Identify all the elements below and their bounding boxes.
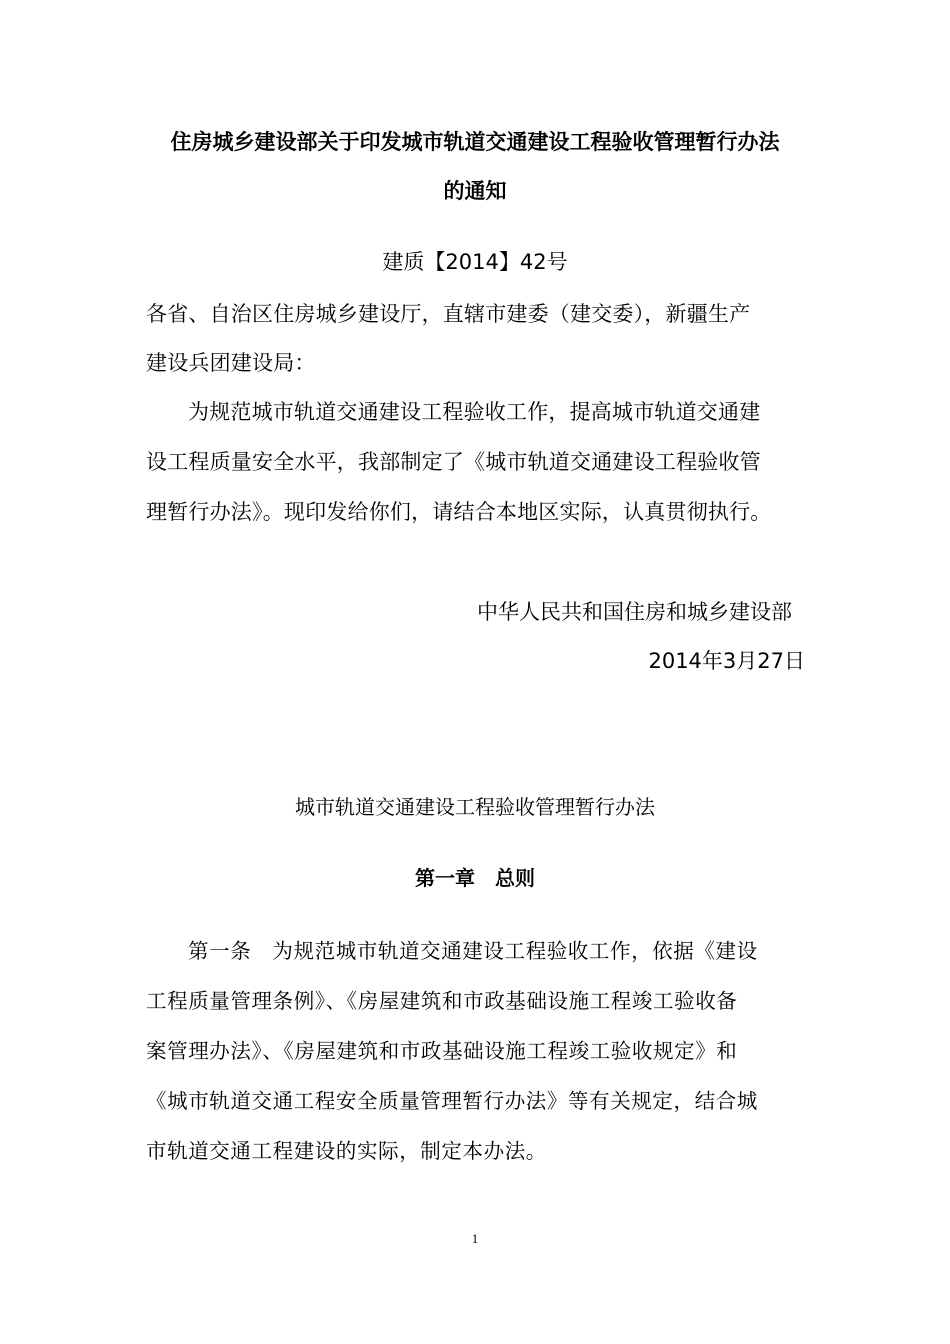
recipients-line-1: 各省、自治区住房城乡建设厅，直辖市建委（建交委），新疆生产 [146, 302, 751, 326]
notice-body-line-1: 为规范城市轨道交通建设工程验收工作，提高城市轨道交通建 [188, 400, 761, 424]
article-1-line-5: 市轨道交通工程建设的实际，制定本办法。 [146, 1139, 547, 1163]
article-1-line-3: 案管理办法》、《房屋建筑和市政基础设施工程竣工验收规定》和 [146, 1039, 738, 1063]
article-1-line-1: 第一条 为规范城市轨道交通建设工程验收工作，依据《建设 [188, 939, 758, 963]
notice-body-line-2: 设工程质量安全水平，我部制定了《城市轨道交通建设工程验收管 [146, 450, 761, 474]
notice-title-line-1: 住房城乡建设部关于印发城市轨道交通建设工程验收管理暂行办法 [170, 130, 780, 154]
article-1-line-2: 工程质量管理条例》、《房屋建筑和市政基础设施工程竣工验收备 [146, 989, 738, 1013]
notice-title-line-2: 的通知 [443, 179, 507, 203]
issue-date: 2014年3月27日 [648, 649, 805, 673]
page-number: 1 [471, 1231, 479, 1246]
article-1-line-4: 《城市轨道交通工程安全质量管理暂行办法》等有关规定，结合城 [146, 1089, 758, 1113]
regulation-title: 城市轨道交通建设工程验收管理暂行办法 [295, 795, 655, 819]
notice-body-line-3: 理暂行办法》。现印发给你们，请结合本地区实际，认真贯彻执行。 [146, 500, 772, 524]
recipients-line-2: 建设兵团建设局： [146, 351, 316, 375]
issuer-name: 中华人民共和国住房和城乡建设部 [477, 600, 792, 624]
document-number: 建质【2014】42号 [382, 250, 568, 274]
chapter-heading: 第一章 总则 [415, 866, 535, 890]
